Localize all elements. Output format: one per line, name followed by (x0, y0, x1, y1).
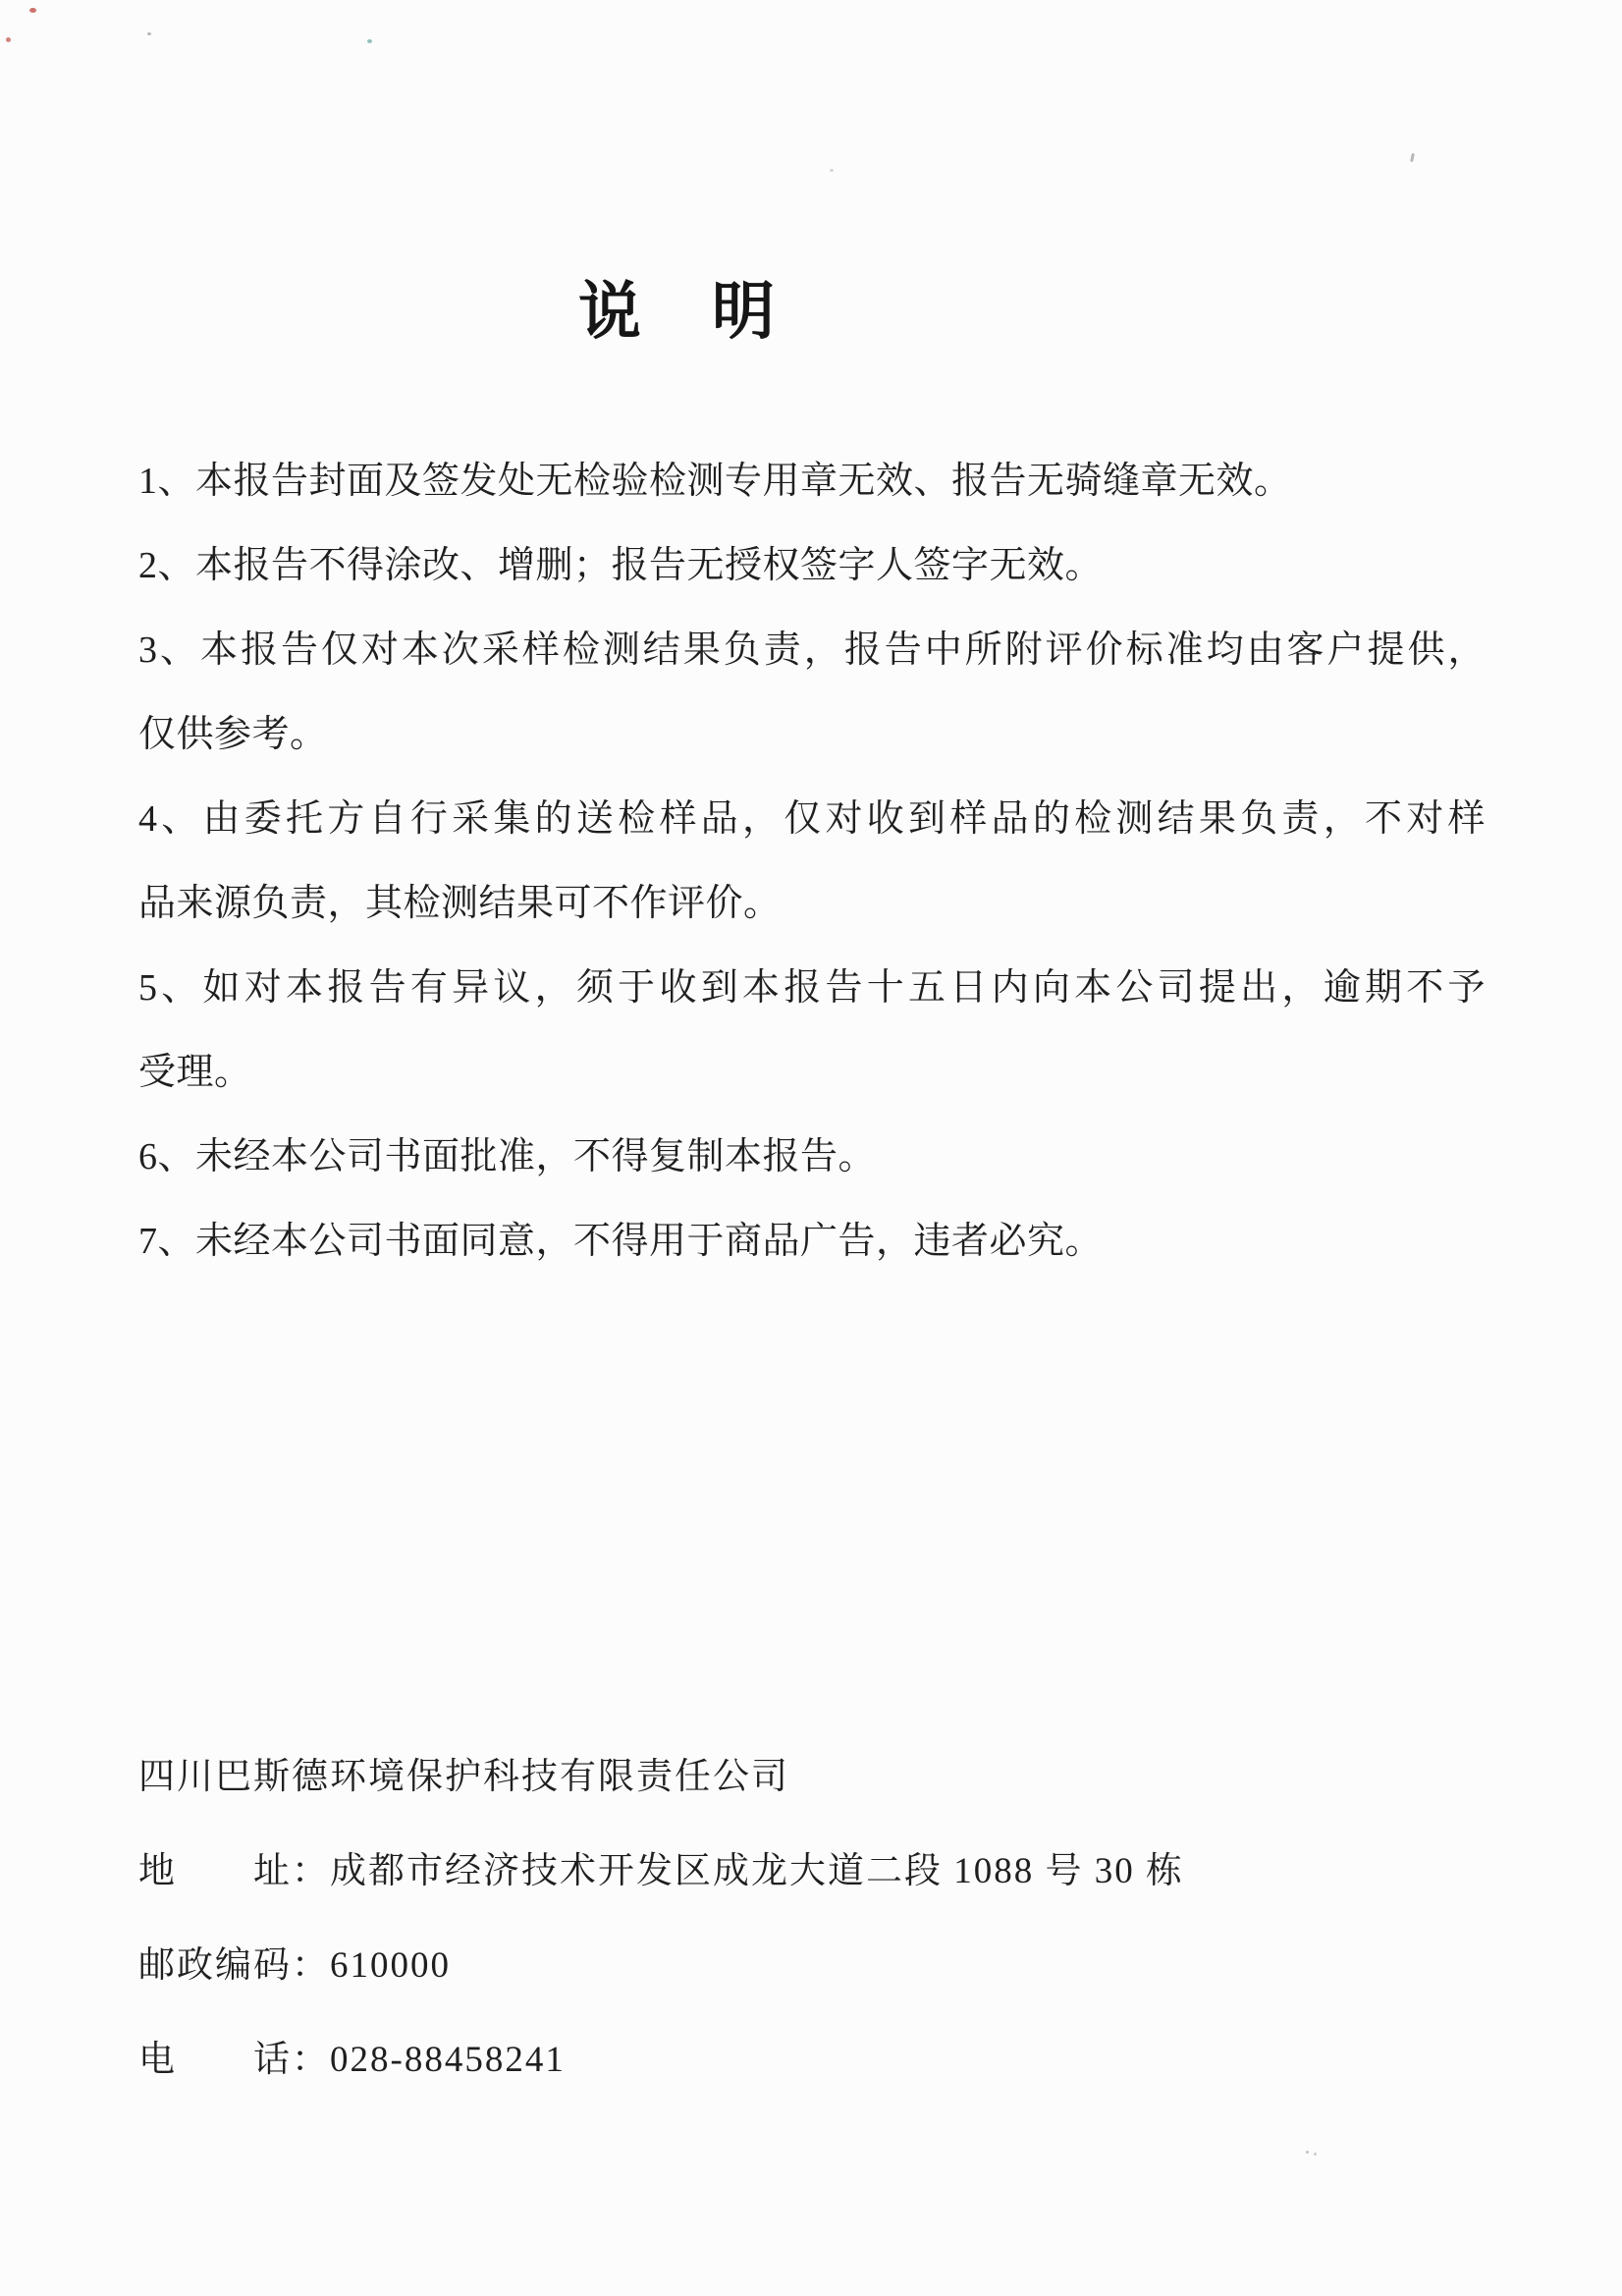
postcode-value: 610000 (330, 1945, 451, 1986)
scan-speck (1314, 2153, 1317, 2156)
company-name: 四川巴斯德环境保护科技有限责任公司 (138, 1757, 789, 1797)
note-item-5-cont: 受理。 (138, 1052, 252, 1093)
company-phone (138, 2013, 1184, 2107)
scan-speck (367, 39, 372, 43)
page-title: 说 明 (578, 277, 779, 347)
notes-list (138, 439, 1486, 1284)
scan-speck (6, 37, 11, 42)
scan-speck (1306, 2151, 1309, 2154)
note-item-1: 1、本报告封面及签发处无检验检测专用章无效、报告无骑缝章无效。 (138, 461, 1292, 502)
company-postcode (138, 1919, 1184, 2013)
note-item-6: 6、未经本公司书面批准，不得复制本报告。 (138, 1136, 877, 1177)
scan-speck (29, 8, 36, 13)
note-item-5: 5、如对本报告有异议，须于收到本报告十五日内向本公司提出，逾期不予 (138, 967, 1486, 1009)
company-address (138, 1825, 1184, 1919)
note-item-4: 4、由委托方自行采集的送检样品，仅对收到样品的检测结果负责，不对样 (138, 798, 1486, 840)
note-item-7: 7、未经本公司书面同意，不得用于商品广告，违者必究。 (138, 1221, 1104, 1262)
note-item-4-cont: 品来源负责，其检测结果可不作评价。 (138, 883, 782, 924)
scan-speck (830, 169, 834, 172)
address-value: 成都市经济技术开发区成龙大道二段 1088 号 30 栋 (330, 1851, 1184, 1891)
phone-value: 028-88458241 (330, 2040, 566, 2080)
scan-speck (147, 32, 151, 35)
postcode-label: 邮政编码： (138, 1945, 330, 1986)
note-item-3-cont: 仅供参考。 (138, 714, 328, 755)
note-item-2: 2、本报告不得涂改、增删；报告无授权签字人签字无效。 (138, 545, 1104, 586)
note-item-3: 3、本报告仅对本次采样检测结果负责，报告中所附评价标准均由客户提供， (138, 629, 1486, 671)
company-info (138, 1730, 1184, 2107)
scan-speck (1410, 153, 1415, 162)
phone-label: 电 话： (138, 2040, 330, 2080)
address-label: 地 址： (138, 1851, 330, 1891)
